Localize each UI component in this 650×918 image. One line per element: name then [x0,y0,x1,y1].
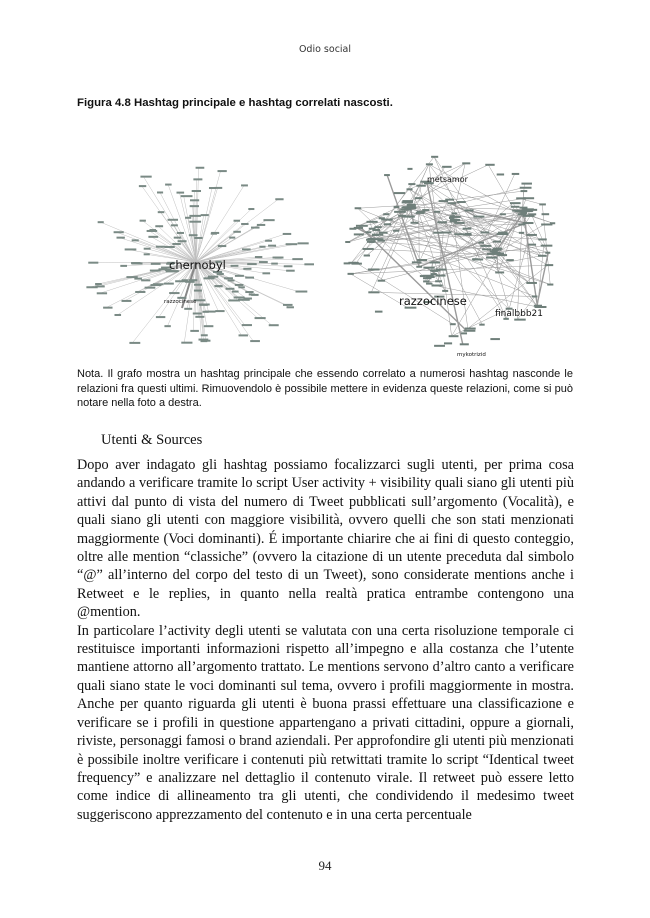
graph-node [218,245,226,247]
graph-node [249,293,255,295]
graph-node [478,242,484,244]
graph-node [439,200,448,202]
graph-node [523,222,534,224]
graph-node [140,176,151,178]
graph-node [431,156,438,158]
graph-node [366,239,375,241]
graph-node [242,324,252,326]
graph-node [545,264,553,266]
graph-node [535,306,547,308]
body-text [77,456,574,824]
graph-node [436,275,446,277]
graph-node [407,188,413,190]
graph-node [122,300,132,302]
graph-node [416,185,426,187]
graph-node [247,263,257,265]
graph-node [450,215,455,217]
graph-node [490,338,500,340]
graph-node [493,248,502,250]
graph-node [224,277,233,279]
graph-node [195,316,204,318]
graph-node [164,325,170,327]
graph-node [215,310,224,312]
graph-node [526,209,537,211]
graph-node [532,295,538,297]
graph-node [145,287,156,289]
graph-node [120,265,127,267]
graph-node [354,233,364,235]
graph-node [194,284,202,286]
graph-node [132,239,139,241]
graph-node [442,290,448,292]
graph-node [203,311,209,313]
graph-node [150,284,161,286]
graph-node [184,308,192,310]
graph-node [241,184,248,186]
graph-node [283,233,291,235]
graph-node [245,277,254,279]
graph-node [457,201,466,203]
graph-node [181,342,192,344]
graph-node [349,228,356,230]
graph-node [259,261,268,263]
graph-node [97,292,107,294]
graph-node [144,248,151,250]
graph-node [368,291,379,293]
graph-node [480,231,489,233]
graph-node [449,217,454,219]
graph-node [384,174,390,176]
graph-node [233,231,240,233]
graph-node [449,335,459,337]
graph-node [165,184,172,186]
graph-node [193,313,202,315]
graph-node [169,292,179,294]
graph-node [189,279,198,281]
graph-node [218,170,227,172]
running-head: Odio social [298,44,352,55]
graph-node [383,213,389,215]
graph-node [208,276,218,278]
graph-node [201,334,208,336]
page-number: 94 [318,858,332,873]
graph-node [164,246,174,248]
graph-node [404,216,415,218]
graph-node [541,223,552,225]
graph-node [228,299,240,301]
graph-node [194,290,202,292]
graph-node [259,246,265,248]
graph-node [429,261,440,263]
graph-node [211,232,219,234]
graph-node [394,206,400,208]
graph-node [493,241,501,243]
graph-label-mykotrizid: mykotrizid [457,352,486,358]
graph-node [437,221,447,223]
graph-node [510,202,521,204]
graph-node [490,250,498,252]
graph-node [479,324,484,326]
graph-node [417,259,427,261]
graph-node [497,173,504,175]
graph-node [148,236,158,238]
figure-note: Nota. Il grafo mostra un hashtag principale che essendo correlato a numerosi hashtag nasconde le relazioni fra questi ultimi. Rimuovendolo è possibile mettere in evidenza queste relazioni, come si può notare nella foto a destra. [77,368,573,409]
graph-node [189,234,198,236]
graph-node [367,241,376,243]
graph-node [539,203,546,205]
graph-node [139,185,146,187]
graph-node [461,332,467,334]
graph-node [450,219,459,221]
graph-node [411,222,419,224]
graph-node [178,240,187,242]
graph-node [155,225,163,227]
graph-node [460,343,469,345]
graph-node [196,167,205,169]
graph-node [394,211,406,213]
graph-node [287,306,294,308]
graph-node [164,283,174,285]
graph-node [500,213,506,215]
graph-node [412,261,422,263]
graph-node [472,258,483,260]
graph-node [257,224,265,226]
graph-node [117,237,125,239]
graph-node [512,173,519,175]
hashtag-network-graph-left [84,140,314,358]
graph-node [98,221,104,223]
graph-node [402,201,413,203]
graph-node [526,234,536,236]
graph-label-chernobyl: chernobyl [169,258,226,272]
graph-node [393,230,399,232]
graph-node [217,273,224,275]
graph-node [204,325,214,327]
graph-node [181,195,193,197]
graph-node [506,259,513,261]
graph-node [199,304,207,306]
graph-node [135,291,145,293]
graph-node [182,279,188,281]
graph-node [185,217,191,219]
graph-node [528,244,536,246]
graph-node [415,197,422,199]
graph-node [158,211,165,213]
graph-node [126,276,137,278]
graph-node [450,323,456,325]
graph-node [129,342,140,344]
graph-node [520,187,532,189]
graph-node [374,226,381,228]
graph-node [444,342,452,344]
graph-node [286,243,298,245]
graph-node [174,237,181,239]
graph-node [144,253,150,255]
graph-node [157,191,163,193]
graph-node [141,279,150,281]
graph-node [201,214,209,216]
graph-label-razzocinese: razzocinese [399,294,467,308]
graph-node [381,219,393,221]
graph-node [464,209,473,211]
graph-node [304,263,314,265]
graph-node [284,265,293,267]
graph-node [345,241,350,243]
graph-node [542,213,550,215]
graph-node [234,296,245,298]
graph-node [125,248,137,250]
graph-node [541,245,553,247]
graph-node [482,248,491,250]
graph-node [292,258,303,260]
graph-node [465,328,476,330]
graph-node [519,207,527,209]
graph-node [269,324,279,326]
graph-node [298,242,309,244]
graph-node [519,232,524,234]
graph-node [375,311,383,313]
graph-node [229,237,235,239]
graph-node [486,257,497,259]
graph-node [192,190,201,192]
graph-node [520,212,527,214]
graph-node [156,246,166,248]
graph-node [114,231,124,233]
graph-node [226,288,235,290]
graph-node [255,256,262,258]
graph-node [435,280,442,282]
graph-node [209,187,216,189]
graph-node [432,270,438,272]
hashtag-network-graph-right [335,140,575,365]
graph-node [516,197,526,199]
graph-node [355,207,362,209]
graph-node [378,280,385,282]
graph-node [538,238,547,240]
graph-node [379,232,388,234]
graph-node [172,243,180,245]
graph-node [245,291,253,293]
graph-node [511,206,520,208]
graph-node [473,216,484,218]
graph-node [434,345,445,347]
graph-node [348,273,354,275]
graph-node [86,286,97,288]
graph-node [235,275,244,277]
graph-node [242,248,251,250]
graph-node [423,277,432,279]
graph-node [538,255,547,257]
graph-node [131,262,140,264]
graph-node [214,285,222,287]
graph-node [275,257,282,259]
graph-node [176,192,184,194]
graph-node [275,198,283,200]
graph-node [263,219,274,221]
graph-node [283,304,293,306]
graph-node [433,232,442,234]
graph-node [234,220,241,222]
graph-node [408,183,415,185]
graph-node [451,212,457,214]
graph-node [463,228,472,230]
graph-node [239,334,248,336]
graph-node [190,205,199,207]
graph-node [497,233,509,235]
graph-node [485,164,494,166]
graph-node [454,233,464,235]
graph-node [271,263,278,265]
body-paragraph: In particolare l’activity degli utenti se valutata con una certa risoluzione temporale ci restituisce importanti informazioni rispetto all’impegno e alla costanza che l’utente mantiene attorno all’argomento trattato. Le mentions servono d’altro canto a verificare quali siano state le voci dominanti sul tema, ovvero i profili maggiormente in mostra. Anche per quanto riguarda gli utenti è buona prassi effettuare una classificazione e verificare se i profili in questione appartengano a privati cittadini, oppure a giornali, riviste, personaggi famosi o brand aziendali. Per approfondire gli utenti più menzionati è possibile inoltre verificare i contenuti più retwittati tramite lo script “Identical tweet frequency” e analizzare nel dettaglio il contenuto virale. Il retweet può essere letto come indice di allineamento tra gli utenti, che condividendo il medesimo tweet suggeriscono apprezzamento del contenuto e in una certa percentuale [77,622,574,823]
graph-node [545,252,550,254]
graph-node [368,268,380,270]
graph-node [426,163,433,165]
graph-node [372,234,379,236]
graph-node [286,270,295,272]
graph-node [150,229,157,231]
graph-node [190,199,199,201]
figure-caption: Figura 4.8 Hashtag principale e hashtag correlati nascosti. [77,97,393,109]
graph-node [114,314,121,316]
graph-node [462,162,470,164]
graph-node [521,183,532,185]
graph-node [447,202,456,204]
graph-node [95,283,102,285]
graph-node [434,211,440,213]
graph-node [103,307,112,309]
graph-node [198,339,208,341]
graph-node [262,272,270,274]
body-paragraph: Dopo aver indagato gli hashtag possiamo focalizzarci sugli utenti, per prima cosa andando a verificare tramite lo script User activity + visibility quali siano gli utenti più attivi dal punto di vista del numero di Tweet pubblicati sull’argomento (Vocalità), e quali siano gli utenti con maggiore visibilità, ovvero quelli che son stati menzionati maggiormente (Voci dominanti). É importante chiarire che ai fini di questo conteggio, oltre alle mention “classiche” (ovvero la citazione di un utente preceduta dal simbolo “@” all’interno del corpo del testo di un Tweet), sono considerate mentions anche i Retweet e le replies, in quanto nella realtà pratica entrambe contengono una @mention. [77,457,574,621]
graph-node [423,275,434,277]
graph-node [384,223,391,225]
graph-node [494,253,504,255]
graph-node [193,178,202,180]
graph-node [194,237,202,239]
graph-label-finalbbb21: finalbbb21 [495,309,543,319]
graph-label-metsamor: metsamor [427,175,468,184]
graph-node [231,265,239,267]
graph-node [228,279,235,281]
graph-node [407,205,413,207]
graph-node [348,262,355,264]
graph-node [416,266,422,268]
graph-node [356,225,368,227]
graph-node [232,291,239,293]
graph-node [88,262,98,264]
graph-node [238,286,244,288]
graph-node [204,277,215,279]
graph-node [177,232,184,234]
graph-node [265,240,272,242]
graph-node [295,291,307,293]
graph-node [495,271,504,273]
graph-node [365,231,371,233]
graph-node [156,316,165,318]
graph-node [526,282,537,284]
graph-node [255,317,266,319]
graph-node [235,284,244,286]
graph-node [464,330,476,332]
graph-node [372,229,380,231]
graph-node [394,192,405,194]
graph-node [422,209,429,211]
graph-node [366,221,377,223]
section-heading: Utenti & Sources [101,432,203,448]
graph-node [362,248,373,250]
graph-node [140,220,146,222]
graph-node [151,263,161,265]
graph-node [423,280,429,282]
graph-node [417,211,425,213]
graph-node [243,268,251,270]
graph-node [521,190,528,192]
graph-node [407,168,412,170]
graph-node [432,284,443,286]
graph-node [250,340,260,342]
graph-node [251,227,260,229]
graph-node [364,255,370,257]
graph-node [480,245,491,247]
graph-node [442,166,451,168]
graph-node [189,221,201,223]
graph-node [454,222,464,224]
graph-label-razzocinese-left: razzocinese [164,299,197,305]
graph-node [243,298,251,300]
graph-node [268,245,276,247]
graph-node [423,267,434,269]
graph-node [189,215,201,217]
graph-node [171,224,178,226]
graph-node [168,219,178,221]
graph-node [248,208,254,210]
graph-node [547,284,553,286]
graph-node [190,330,199,332]
graph-node [463,234,472,236]
graph-node [426,283,432,285]
graph-node [241,223,248,225]
graph-node [150,270,161,272]
